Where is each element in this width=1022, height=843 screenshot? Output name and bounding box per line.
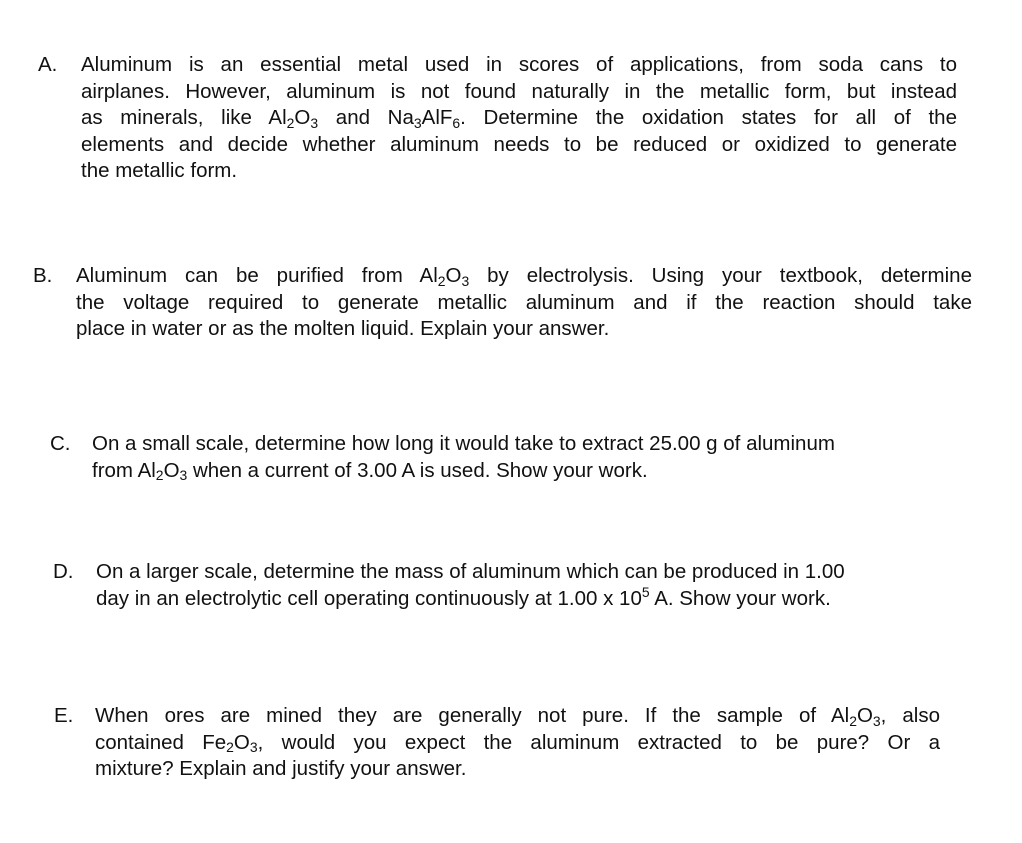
- question-d-text: [96, 559, 991, 612]
- question-b-line-1: Aluminum can be purified from $Al_2O_3$ by electrolysis. Using your textbook, determine: [76, 264, 972, 289]
- question-a-line-5: the metallic form.: [81, 159, 238, 182]
- question-a-letter: A.: [38, 53, 58, 76]
- question-e-line-1: When ores are mined they are generally not pure. If the sample of $Al_2O_3$, also: [95, 704, 940, 729]
- question-e-letter: E.: [54, 704, 74, 727]
- question-a-line-3: as minerals, like $Al_2O_3$ and $Na_3AlF_6$. Determine the oxidation states for all of the: [81, 106, 957, 131]
- question-c-line-2: from $Al_2O_3$ when a current of 3.00 A is used. Show your work.: [92, 458, 648, 484]
- question-a-line-1: Aluminum is an essential metal used in scores of applications, from soda cans to: [81, 53, 957, 76]
- question-d-letter: D.: [53, 560, 74, 583]
- question-b-text: [76, 263, 972, 343]
- question-c-text: [92, 431, 980, 484]
- question-c-line-1: On a small scale, determine how long it would take to extract 25.00 g of aluminum: [92, 432, 835, 455]
- question-a-line-4: elements and decide whether aluminum needs to be reduced or oxidized to generate: [81, 132, 957, 156]
- question-e-text: [95, 703, 940, 783]
- question-e-line-2: contained $Fe_2O_3$, would you expect the aluminum extracted to be pure? Or a: [95, 730, 940, 756]
- question-b-letter: B.: [33, 264, 53, 287]
- question-c-letter: C.: [50, 432, 71, 455]
- question-e-line-3: mixture? Explain and justify your answer.: [95, 757, 467, 780]
- question-d-line-2: day in an electrolytic cell operating continuously at 1.00 x $10^5$ A. Show your work.: [96, 583, 831, 610]
- question-b-line-2: the voltage required to generate metallic aluminum and if the reaction should take: [76, 290, 972, 314]
- question-d-line-1: On a larger scale, determine the mass of aluminum which can be produced in 1.00: [96, 560, 845, 583]
- question-a-line-2: airplanes. However, aluminum is not found naturally in the metallic form, but instead: [81, 79, 957, 103]
- question-a-text: [81, 52, 957, 185]
- question-b-line-3: place in water or as the molten liquid. Explain your answer.: [76, 317, 610, 340]
